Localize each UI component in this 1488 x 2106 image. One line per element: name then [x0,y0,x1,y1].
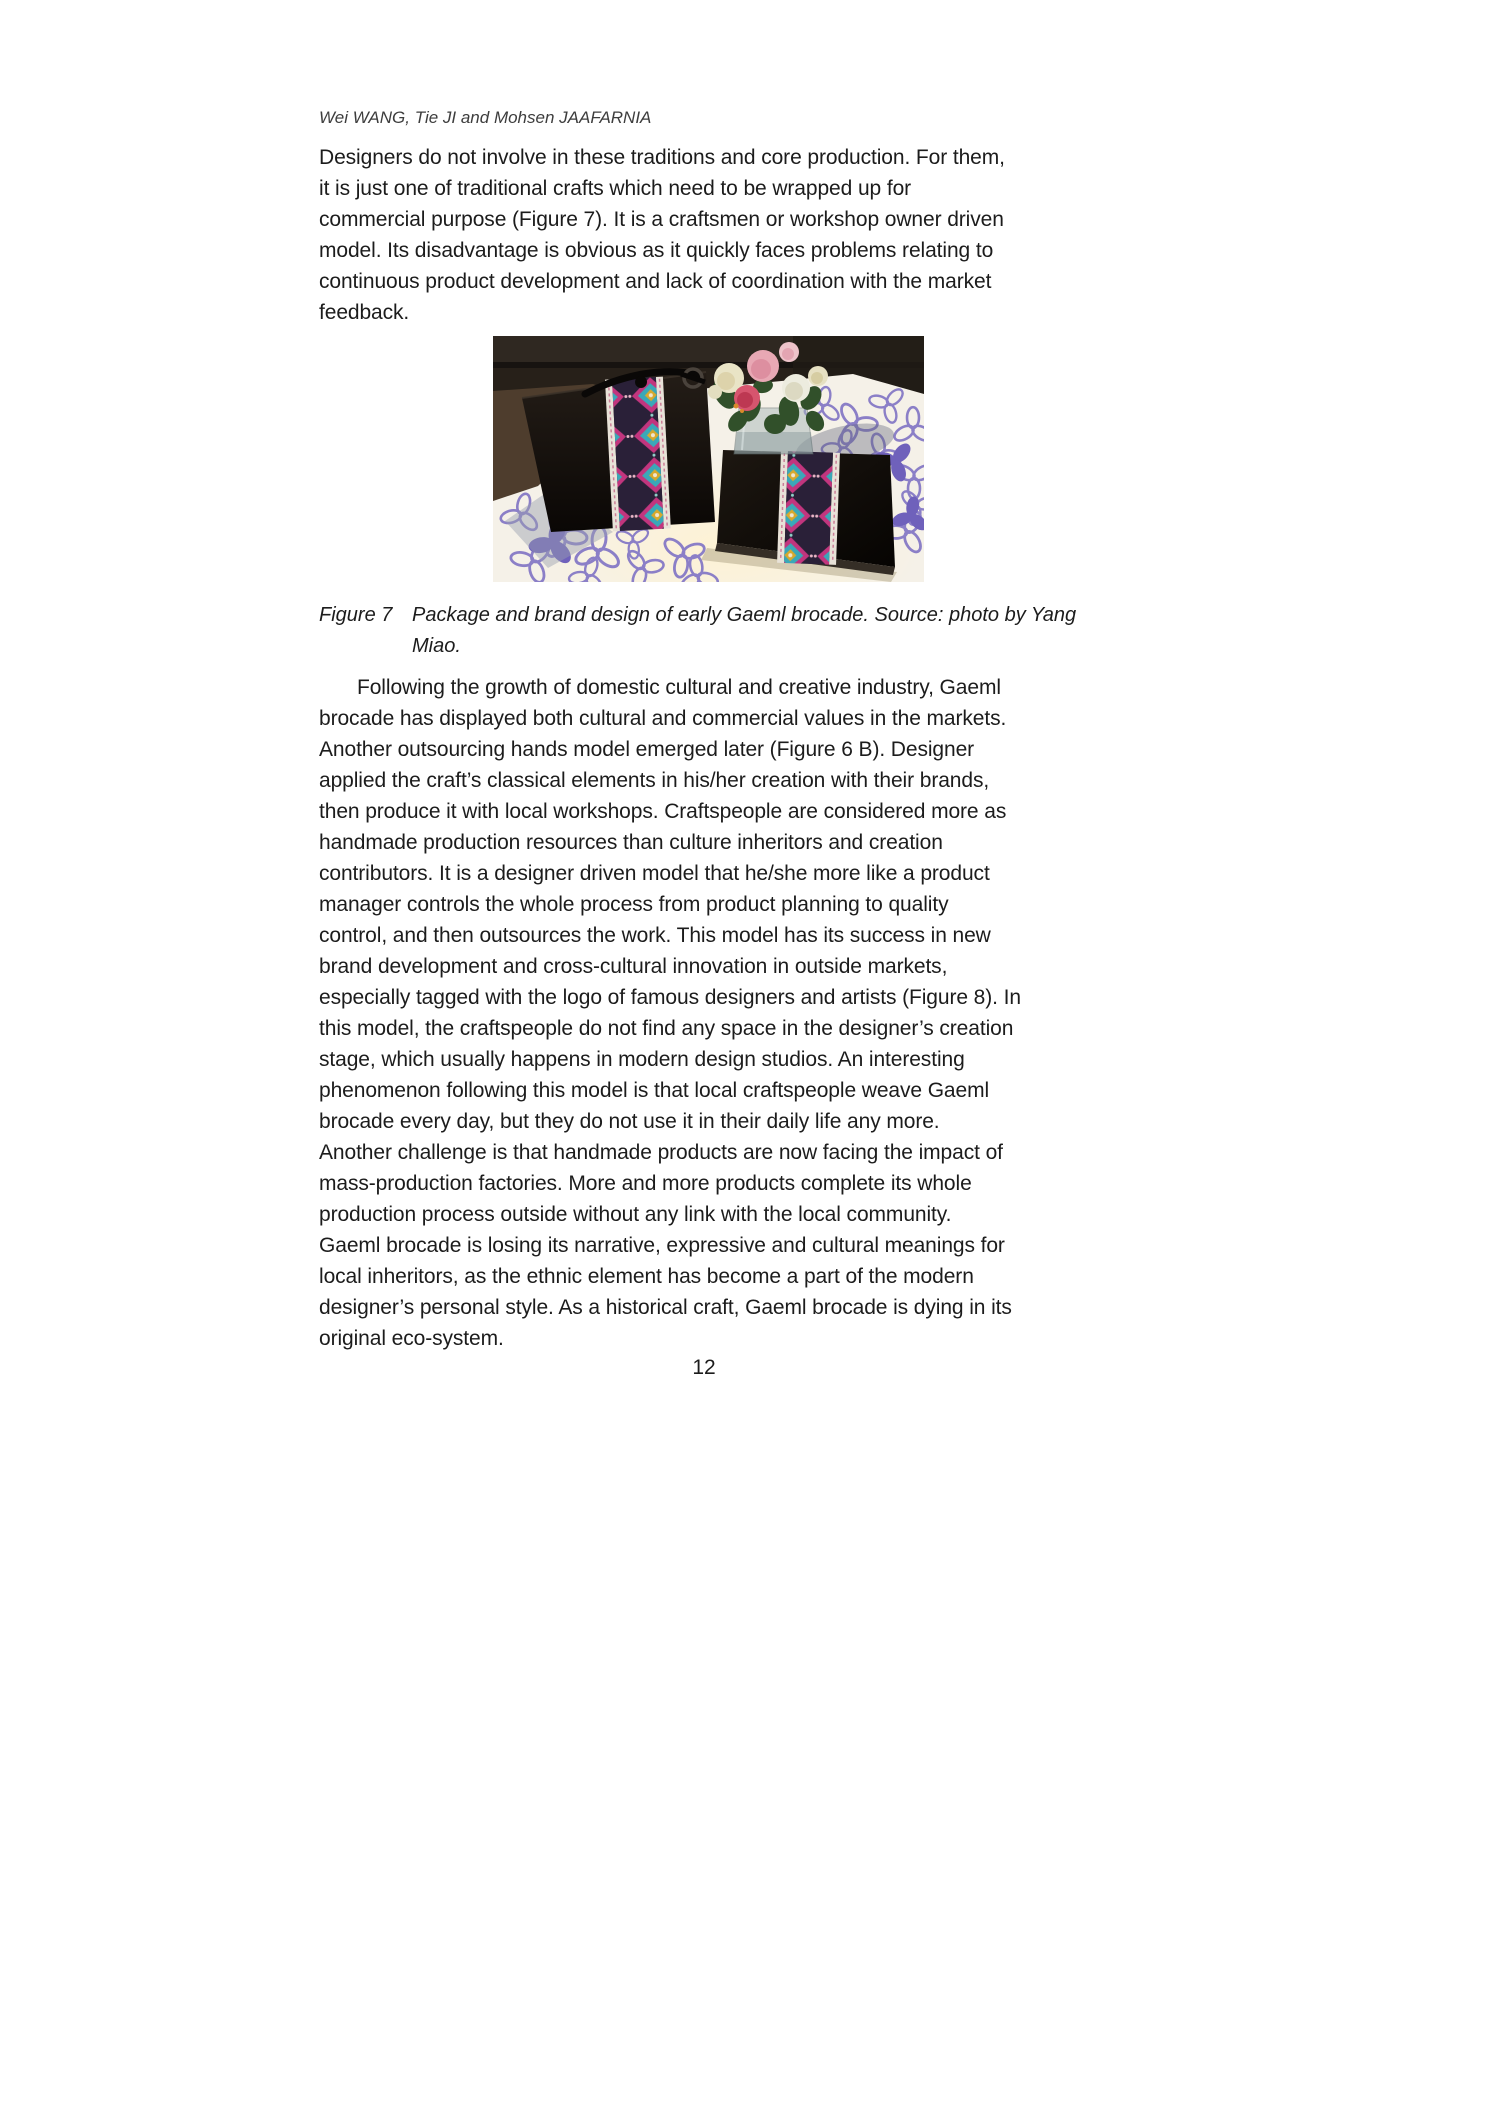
text-line: Designers do not involve in these traditions and core production. For them, [319,146,1005,169]
text-line: production process outside without any link with the local community. [319,1203,952,1226]
text-line: mass-production factories. More and more products complete its whole [319,1172,972,1195]
text-line: especially tagged with the logo of famous designers and artists (Figure 8). In [319,986,1021,1009]
stamen-dot [734,404,739,409]
text-line: manager controls the whole process from product planning to quality [319,893,949,916]
text-line: original eco-system. [319,1327,504,1350]
text-line: Gaeml brocade is losing its narrative, expressive and cultural meanings for [319,1234,1005,1257]
text-line: this model, the craftspeople do not find any space in the designer’s creation [319,1017,1014,1040]
figure-caption-text [319,600,1077,662]
text-line: Another outsourcing hands model emerged later (Figure 6 B). Designer [319,738,975,761]
text-line: continuous product development and lack of coordination with the market [319,270,992,293]
page-number: 12 [692,1356,716,1379]
stamen-dot [740,409,744,413]
text-line: contributors. It is a designer driven model that he/she more like a product [319,862,990,885]
text-line: phenomenon following this model is that local craftspeople weave Gaeml [319,1079,990,1102]
figure-caption-label: Figure 7 [319,604,393,626]
text-line: model. Its disadvantage is obvious as it quickly faces problems relating to [319,239,994,262]
text-line: designer’s personal style. As a historical craft, Gaeml brocade is dying in its [319,1296,1012,1319]
text-line: Another challenge is that handmade products are now facing the impact of [319,1141,1003,1164]
text-line: brand development and cross-cultural innovation in outside markets, [319,955,948,978]
body-paragraph-2 [319,672,1109,1354]
text-line: Following the growth of domestic cultural and creative industry, Gaeml [357,676,1001,699]
text-line: Miao. [412,635,461,657]
box-brocade-stripe [777,451,840,565]
text-line: handmade production resources than culture inheritors and creation [319,831,943,854]
figure-photo [493,336,924,582]
text-line: then produce it with local workshops. Craftspeople are considered more as [319,800,1007,823]
author-line: Wei WANG, Tie JI and Mohsen JAAFARNIA [319,108,652,127]
text-line: brocade every day, but they do not use it in their daily life any more. [319,1110,940,1133]
gift-box [701,450,897,582]
text-line: applied the craft’s classical elements in his/her creation with their brands, [319,769,990,792]
figure-caption [319,600,1077,662]
text-line: stage, which usually happens in modern design studios. An interesting [319,1048,965,1071]
text-line: Package and brand design of early Gaeml brocade. Source: photo by Yang [412,604,1077,626]
text-line: local inheritors, as the ethnic element has become a part of the modern [319,1265,974,1288]
body-paragraph-1 [319,142,1109,328]
bag-brocade-stripe [605,377,671,532]
text-line: commercial purpose (Figure 7). It is a craftsmen or workshop owner driven [319,208,1004,231]
gift-bag [522,369,715,532]
text-line: brocade has displayed both cultural and commercial values in the markets. [319,707,1007,730]
text-line: feedback. [319,301,410,324]
text-line: it is just one of traditional crafts which need to be wrapped up for [319,177,912,200]
text-line: control, and then outsources the work. This model has its success in new [319,924,991,947]
